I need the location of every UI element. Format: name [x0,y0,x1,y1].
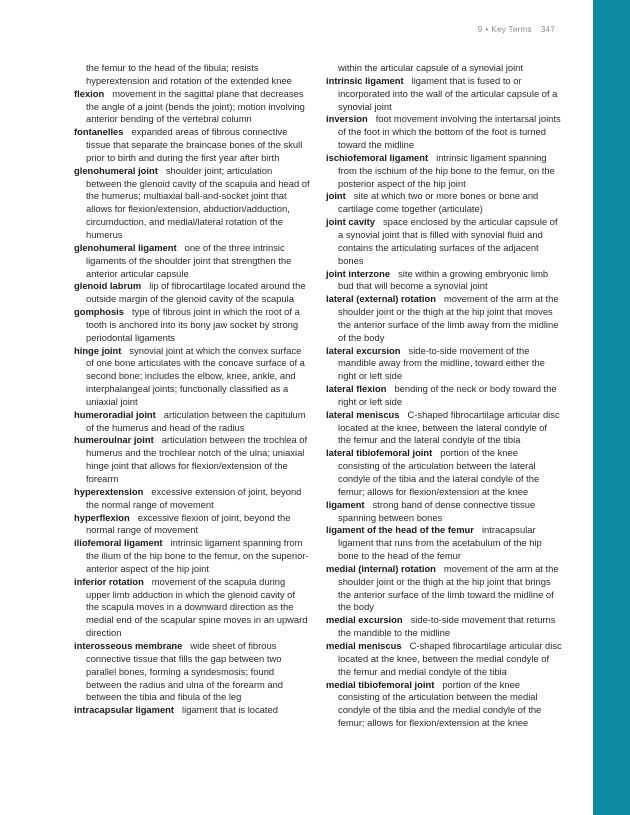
glossary-entry-joint-cavity [326,216,562,267]
glossary-term: intracapsular ligament [74,704,175,716]
glossary-entry-lateral-tibiofemoral-joint [326,447,562,498]
glossary-term: fontanelles [74,126,124,138]
glossary-term: medial (internal) rotation [326,562,436,574]
glossary-definition: C-shaped fibrocartilage articular disc located at the knee, between the medial condyle of the femur and medial condyle of the tibia [338,639,562,677]
glossary-column-left [74,62,310,717]
glossary-definition: strong band of dense connective tissue spanning between bones [338,498,536,523]
glossary-column-right [326,62,562,730]
glossary-entry-hinge-joint [74,345,310,409]
glossary-entry-flexion [74,88,310,127]
glossary-entry-glenohumeral-ligament [74,242,310,281]
glossary-definition: type of fibrous joint in which the root of a tooth is anchored into its bony jaw socket by strong periodontal ligaments [86,306,300,343]
glossary-term: ligament [326,498,365,510]
glossary-term: hinge joint [74,344,122,356]
glossary-term: lateral flexion [326,383,387,395]
glossary-entry-fontanelles [74,126,310,165]
glossary-definition: site at which two or more bones or bone and cartilage come together (articulate) [338,190,539,215]
glossary-entry-interosseous-membrane [74,640,310,704]
glossary-definition: foot movement involving the intertarsal joints of the foot in which the bottom of the foot is turned toward the midline [338,113,561,151]
glossary-definition: lip of fibrocartilage located around the outside margin of the glenoid cavity of the scapula [86,280,306,305]
glossary-entry-lateral-external-rotation [326,293,562,344]
glossary-term: joint cavity [326,216,375,228]
glossary-entry-iliofemoral-ligament [74,537,310,576]
glossary-term: medial excursion [326,614,403,626]
glossary-definition: side-to-side movement of the mandible away from the midline, toward either the right or left side [338,344,545,382]
glossary-entry-ligament [326,499,562,525]
glossary-term: hyperflexion [74,511,130,523]
glossary-definition: side-to-side movement that returns the mandible to the midline [338,614,556,639]
glossary-entry-joint-interzone [326,268,562,294]
glossary-definition: C-shaped fibrocartilage articular disc located at the knee, between the lateral condyle of the femur and the lateral condyle of the tibia [338,408,560,446]
page-number: 347 [540,25,555,34]
glossary-term: gomphosis [74,306,125,318]
glossary-term: glenohumeral joint [74,164,158,176]
glossary-term: lateral (external) rotation [326,293,436,305]
glossary-definition: space enclosed by the articular capsule of a synovial joint that is filled with synovial fluid and contains the articulating surfaces of the adjacent bones [338,216,558,266]
glossary-term: hyperextension [74,485,144,497]
glossary-term: glenohumeral ligament [74,241,177,253]
glossary-entry-lateral-meniscus [326,409,562,448]
glossary-definition: site within a growing embryonic limb bud that will become a synovial joint [338,267,549,292]
glossary-definition: one of the three intrinsic ligaments of the shoulder joint that strengthen the anterior articular capsule [86,241,292,279]
glossary-definition: bending of the neck or body toward the right or left side [338,383,557,407]
glossary-definition: articulation between the capitulum of the humerus and head of the radius [86,408,306,433]
glossary-entry-inversion [326,113,562,152]
chapter-number: 9 [477,25,483,34]
glossary-term: iliofemoral ligament [74,537,163,549]
glossary-entry-lateral-flexion [326,383,562,409]
glossary-definition: excessive flexion of joint, beyond the normal range of movement [86,511,291,536]
glossary-term: glenoid labrum [74,280,142,292]
header-separator: • [485,25,489,34]
section-title: Key Terms [491,25,532,34]
glossary-definition: intrinsic ligament spanning from the ilium of the hip bone to the femur, on the superior-anterior aspect of the hip joint [86,537,309,574]
glossary-term: lateral excursion [326,344,401,356]
glossary-entry-lateral-excursion [326,345,562,384]
glossary-definition: articulation between the trochlea of humerus and the trochlear notch of the ulna; uniaxial hinge joint that allows for flexion/extension of the forearm [86,434,308,484]
glossary-entry-hyperextension [74,486,310,512]
glossary-definition: movement in the sagittal plane that decreases the angle of a joint (bends the joint); motion involving anterior bending of the vertebral column [86,87,305,125]
glossary-entry-humeroradial-joint [74,409,310,435]
glossary-entry-continuation [74,62,310,88]
glossary-entry-intracapsular-ligament [74,704,310,717]
glossary-term: flexion [74,87,105,99]
running-header [478,25,555,34]
glossary-definition: movement of the arm at the shoulder joint or the thigh at the hip joint that moves the anterior surface of the limb away from the midline of the body [338,293,559,343]
glossary-entry-intrinsic-ligament [326,75,562,114]
glossary-term: joint [326,190,346,202]
glossary-entry-glenohumeral-joint [74,165,310,242]
glossary-definition: excessive extension of joint, beyond the normal range of movement [86,485,302,510]
glossary-entry-medial-meniscus [326,640,562,679]
glossary-entry-medial-internal-rotation [326,563,562,614]
glossary-entry-ischiofemoral-ligament [326,152,562,191]
chapter-side-bar [593,0,630,815]
glossary-entry-medial-excursion [326,614,562,640]
glossary-entry-medial-tibiofemoral-joint [326,679,562,730]
glossary-definition: synovial joint at which the convex surface of one bone articulates with the concave surface of a second bone; includes the elbow, knee, ankle, and interphalangeal joints; functionally classified as a uniaxial joint [86,344,305,407]
glossary-entry-inferior-rotation [74,576,310,640]
glossary-definition: movement of the scapula during upper limb adduction in which the glenoid cavity of the scapula moves in a downward direction as the medial end of the scapular spine moves in an upward direction [86,575,308,639]
glossary-term: lateral meniscus [326,408,400,420]
glossary-term: interosseous membrane [74,639,183,651]
glossary-definition: intrinsic ligament spanning from the ischium of the hip bone to the femur, on the posterior aspect of the hip joint [338,151,555,189]
glossary-term: ligament of the head of the femur [326,524,474,536]
glossary-term: inversion [326,113,368,125]
glossary-term: humeroradial joint [74,408,156,420]
glossary-definition: the femur to the head of the fibula; resists hyperextension and rotation of the extended knee [86,62,292,86]
glossary-definition: within the articular capsule of a synovial joint [338,62,523,73]
glossary-definition: ligament that is fused to or incorporated into the wall of the articular capsule of a synovial joint [338,74,558,112]
glossary-entry-hyperflexion [74,512,310,538]
glossary-term: humeroulnar joint [74,434,154,446]
glossary-term: joint interzone [326,267,391,279]
glossary-term: ischiofemoral ligament [326,151,429,163]
glossary-definition: portion of the knee consisting of the articulation between the medial condyle of the tibia and the medial condyle of the femur; allows for flexion/extension at the knee [338,678,542,729]
glossary-definition: portion of the knee consisting of the articulation between the lateral condyle of the tibia and the lateral condyle of the femur; allows for flexion/extension at the knee [338,447,540,497]
glossary-entry-gomphosis [74,306,310,345]
glossary-term: intrinsic ligament [326,74,404,86]
glossary-entry-glenoid-labrum [74,280,310,306]
glossary-entry-ligament-of-the-head-of-the-femur [326,524,562,563]
glossary-entry-humeroulnar-joint [74,434,310,485]
glossary-definition: expanded areas of fibrous connective tissue that separate the braincase bones of the skull prior to birth and during the first year after birth [86,126,303,163]
glossary-definition: shoulder joint; articulation between the glenoid cavity of the scapula and head of the humerus; multiaxial ball-and-socket joint that allows for flexion/extension, abduction/adduction, circumduction, and medial/lateral rotation of the humerus [86,164,310,240]
glossary-definition: intracapsular ligament that runs from the acetabulum of the hip bone to the head of the femur [338,524,542,562]
glossary-entry-continuation [326,62,562,75]
glossary-term: medial tibiofemoral joint [326,678,435,690]
glossary-term: inferior rotation [74,575,144,587]
glossary-entry-joint [326,190,562,216]
glossary-definition: wide sheet of fibrous connective tissue that fills the gap between two parallel bones, forming a syndesmosis; found between the radius and ulna of the forearm and between the tibia and fibula of the leg [86,639,284,703]
glossary-definition: movement of the arm at the shoulder joint or the thigh at the hip joint that brings the anterior surface of the limb toward the midline of the body [338,562,559,613]
glossary-definition: ligament that is located [182,704,278,716]
glossary-term: medial meniscus [326,639,402,651]
glossary-term: lateral tibiofemoral joint [326,447,433,459]
